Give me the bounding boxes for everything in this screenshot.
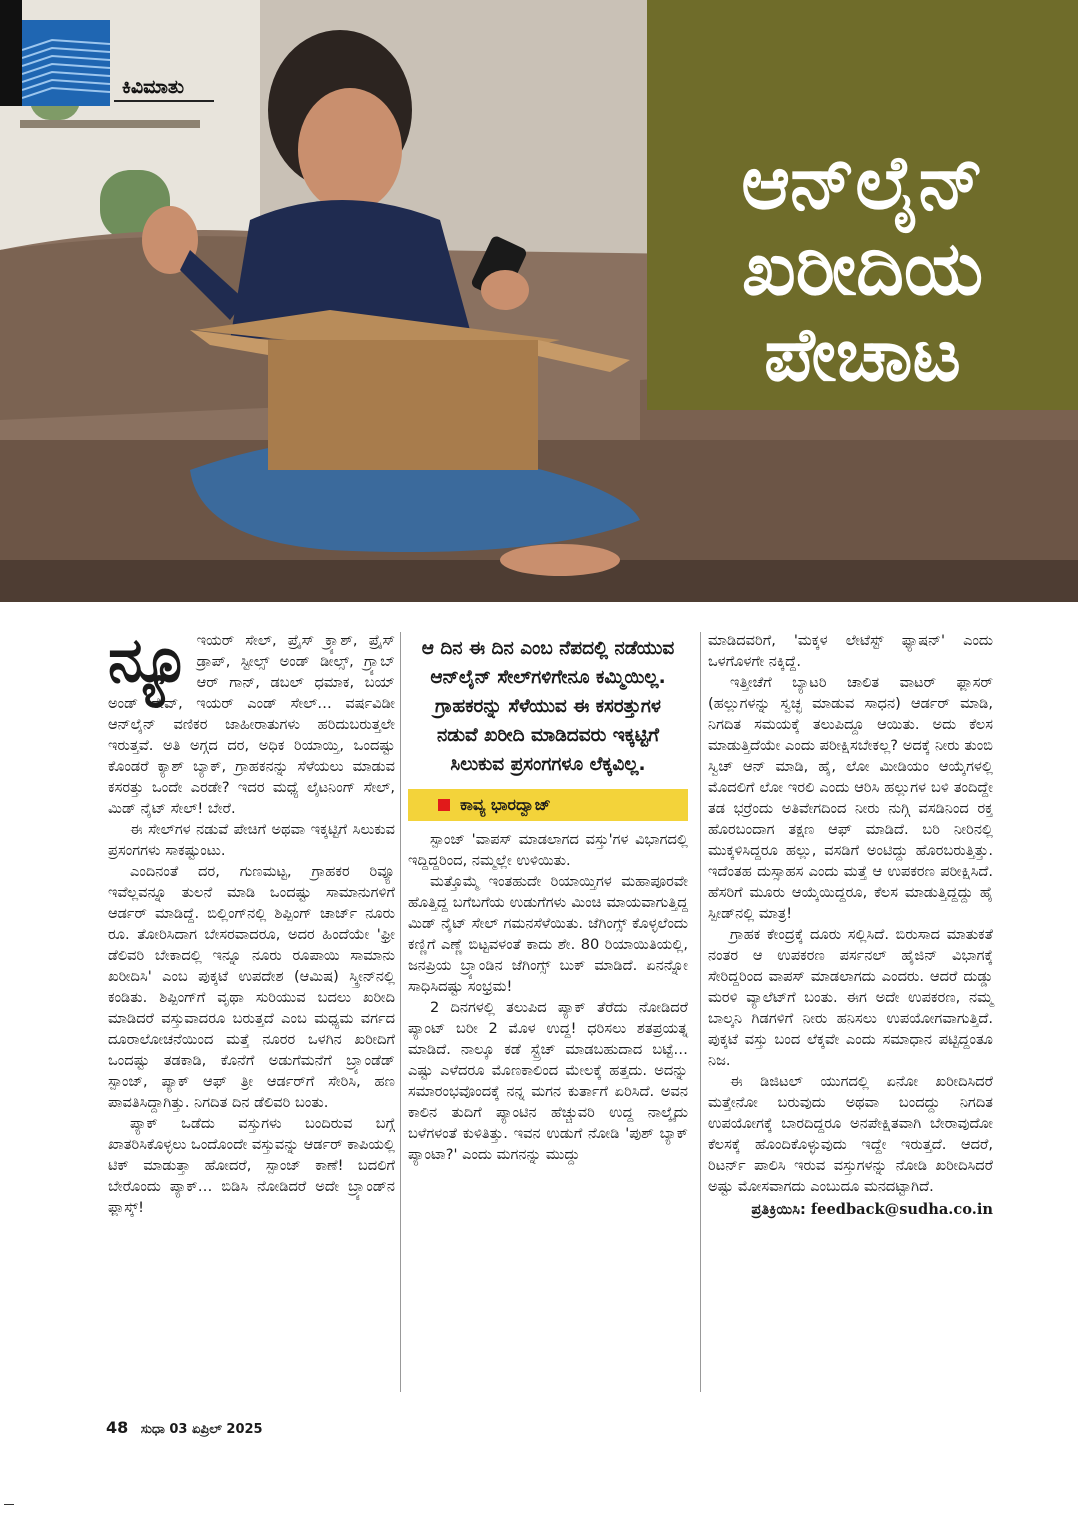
section-rule: [114, 100, 214, 102]
byline-marker-icon: [438, 799, 450, 811]
section-logo: [22, 20, 110, 106]
logo-black-bar: [0, 0, 22, 106]
drop-cap: ನ್ಯೂ: [108, 623, 191, 696]
feedback-line: [708, 1199, 993, 1220]
col3-paragraph-4: ಈ ಡಿಜಿಟಲ್ ಯುಗದಲ್ಲಿ ಏನೋ ಖರೀದಿಸಿದರೆ ಮತ್ತೇನೋ ಬರುವುದು ಅಥವಾ ಬಂದದ್ದು ನಿಗದಿತ ಉಪಯೋಗಕ್ಕೆ ಬಾರದಿದ್ದರೂ ಅನಪೇಕ್ಷಿತವಾಗಿ ಬೇರಾವುದೋ ಕೆಲಸಕ್ಕೆ ಹೊಂದಿಕೊಳ್ಳುವುದು ಇದ್ದೇ ಇರುತ್ತದೆ. ಆದರೆ, ರಿಟರ್ನ್ ಪಾಲಿಸಿ ಇರುವ ವಸ್ತುಗಳನ್ನು ನೋಡಿ ಖರೀದಿಸಿದರೆ ಅಷ್ಟು ಮೋಸವಾಗದು ಎಂಬುದೂ ಮನದಟ್ಟಾಗಿದೆ.: [708, 1073, 993, 1195]
author-name: ಕಾವ್ಯ ಭಾರದ್ವಾಜ್: [460, 795, 551, 814]
column-divider: [700, 632, 701, 1392]
issue-info: ಸುಧಾ 03 ಏಪ್ರಿಲ್ 2025: [140, 1422, 263, 1437]
column-divider: [400, 632, 401, 1392]
col1-paragraph-3: ಎಂದಿನಂತೆ ದರ, ಗುಣಮಟ್ಟ, ಗ್ರಾಹಕರ ರಿವ್ಯೂ ಇವೆಲ್ಲವನ್ನೂ ತುಲನೆ ಮಾಡಿ ಒಂದಷ್ಟು ಸಾಮಾನುಗಳಿಗೆ ಆರ್ಡರ್ ಮಾಡಿದ್ದೆ. ಬಿಲ್ಲಿಂಗ್‌ನಲ್ಲಿ ಶಿಪ್ಪಿಂಗ್ ಚಾರ್ಜ್ ನೂರು ರೂ. ತೋರಿಸಿದಾಗ ಬೇಸರವಾದರೂ, ಅದರ ಹಿಂದೆಯೇ 'ಫ್ರೀ ಡೆಲಿವರಿ ಬೇಕಾದಲ್ಲಿ ಇನ್ನೂ ನೂರು ರೂಪಾಯಿ ಸಾಮಾನು ಖರೀದಿಸಿ' ಎಂಬ ಪುಕ್ಕಟೆ ಉಪದೇಶ (ಆಮಿಷ) ಸ್ಕ್ರೀನ್‌ನಲ್ಲಿ ಕಂಡಿತು. ಶಿಪ್ಪಿಂಗ್‌ಗೆ ವೃಥಾ ಸುರಿಯುವ ಬದಲು ಖರೀದಿ ಮಾಡಿದರೆ ವಸ್ತುವಾದರೂ ಬರುತ್ತದೆ ಎಂಬ ಮಧ್ಯಮ ವರ್ಗದ ದೂರಾಲೋಚನೆಯಿಂದ ಮತ್ತೆ ನೂರರ ಒಳಗಿನ ಖರೀದಿಗೆ ಒಂದಷ್ಟು ತಡಕಾಡಿ, ಕೊನೆಗೆ ಅಡುಗೆಮನೆಗೆ ಬ್ರ್ಯಾಂಡೆಡ್ ಸ್ಪಾಂಜ್, ಪ್ಯಾಕ್ ಆಫ್ ತ್ರೀ ಆರ್ಡರ್‌ಗೆ ಸೇರಿಸಿ, ಹಣ ಪಾವತಿಸಿದ್ದಾಗಿತ್ತು. ನಿಗದಿತ ದಿನ ಡೆಲಿವರಿ ಬಂತು.: [108, 863, 395, 1111]
col2-paragraph-1: ಸ್ಪಾಂಜ್ 'ವಾಪಸ್ ಮಾಡಲಾಗದ ವಸ್ತು'ಗಳ ವಿಭಾಗದಲ್ಲಿ ಇದ್ದಿದ್ದರಿಂದ, ನಮ್ಮಲ್ಲೇ ಉಳಿಯಿತು.: [408, 831, 688, 869]
page-number: 48: [106, 1418, 129, 1437]
col3-paragraph-1: ಮಾಡಿದವರಿಗೆ, 'ಮಕ್ಕಳ ಲೇಟೆಸ್ಟ್ ಫ್ಯಾಷನ್' ಎಂದು ಒಳಗೊಳಗೇ ನಕ್ಕಿದ್ದೆ.: [708, 632, 993, 670]
page-footer: [106, 1418, 263, 1437]
col1-paragraph-1: ನ್ಯೂ ಇಯರ್ ಸೇಲ್, ಪ್ರೈಸ್ ಕ್ರ್ಯಾಶ್, ಪ್ರೈಸ್ ಡ್ರಾಪ್, ಸ್ಟೀಲ್ಸ್ ಅಂಡ್ ಡೀಲ್ಸ್, ಗ್ರ್ಯಾಬ್ ಆರ್ ಗಾನ್, ಡಬಲ್ ಧಮಾಕ, ಬಯ್ ಅಂಡ್ ಸೇವ್, ಇಯರ್ ಎಂಡ್ ಸೇಲ್… ವರ್ಷವಿಡೀ ಆನ್‌ಲೈನ್ ವಣಿಕರ ಜಾಹೀರಾತುಗಳು ಹರಿದುಬರುತ್ತಲೇ ಇರುತ್ತವೆ. ಅತಿ ಅಗ್ಗದ ದರ, ಅಧಿಕ ರಿಯಾಯ್ತಿ, ಒಂದಷ್ಟು ಕೊಂಡರೆ ಕ್ಯಾಶ್ ಬ್ಯಾಕ್, ಗ್ರಾಹಕನನ್ನು ಸೆಳೆಯಲು ಮಾಡುವ ಕಸರತ್ತು ಒಂದೇ ಎರಡೇ? ಇದರ ಮಧ್ಯೆ ಲೈಟನಿಂಗ್ ಸೇಲ್, ಮಿಡ್ ನೈಟ್ ಸೇಲ್! ಬೇರೆ.: [108, 623, 395, 817]
author-byline: [408, 789, 688, 821]
pull-quote: ಆ ದಿನ ಈ ದಿನ ಎಂಬ ನೆಪದಲ್ಲಿ ನಡೆಯುವ ಆನ್‌ಲೈನ್ ಸೇಲ್‌ಗಳಿಗೇನೂ ಕಮ್ಮಿಯಿಲ್ಲ. ಗ್ರಾಹಕರನ್ನು ಸೆಳೆಯುವ ಈ ಕಸರತ್ತುಗಳ ನಡುವೆ ಖರೀದಿ ಮಾಡಿದವರು ಇಕ್ಕಟ್ಟಿಗೆ ಸಿಲುಕುವ ಪ್ರಸಂಗಗಳೂ ಲೆಕ್ಕವಿಲ್ಲ.: [421, 638, 675, 775]
col3-paragraph-2: ಇತ್ತೀಚೆಗೆ ಬ್ಯಾಟರಿ ಚಾಲಿತ ವಾಟರ್ ಫ್ಲಾಸರ್ (ಹಲ್ಲುಗಳನ್ನು ಸ್ವಚ್ಛ ಮಾಡುವ ಸಾಧನ) ಆರ್ಡರ್ ಮಾಡಿ, ನಿಗದಿತ ಸಮಯಕ್ಕೆ ತಲುಪಿದ್ದೂ ಆಯಿತು. ಅದು ಕೆಲಸ ಮಾಡುತ್ತಿದೆಯೇ ಎಂದು ಪರೀಕ್ಷಿಸಬೇಕಲ್ಲ? ಅದಕ್ಕೆ ನೀರು ತುಂಬಿ ಸ್ವಿಚ್ ಆನ್ ಮಾಡಿ, ಹೈ, ಲೋ ಮೀಡಿಯಂ ಆಯ್ಕೆಗಳಲ್ಲಿ ಮೊದಲಿಗೆ ಲೋ ಇರಲಿ ಎಂದು ಆರಿಸಿ ಹಲ್ಲುಗಳ ಬಳಿ ತಂದಿದ್ದೇ ತಡ ಭರ್‍ರೆಂದು ಅತಿವೇಗದಿಂದ ನೀರು ನುಗ್ಗಿ ವಸಡಿನಿಂದ ರಕ್ತ ಹೊರಬಂದಾಗ ತಕ್ಷಣ ಆಫ್ ಮಾಡಿದೆ. ಬರಿ ನೀರಿನಲ್ಲಿ ಮುಕ್ಕಳಿಸಿದ್ದರೂ ಹಲ್ಲು, ವಸಡಿಗೆ ಅಂಟಿದ್ದು ಹೊರಬರುತ್ತಿತ್ತು. ಇದೆಂತಹ ದುಸ್ಸಾಹಸ ಎಂದು ಮತ್ತೆ ಆ ಉಪಕರಣ ಪರೀಕ್ಷಿಸಿದೆ. ಹೆಸರಿಗೆ ಮೂರು ಆಯ್ಕೆಯಿದ್ದರೂ, ಕೆಲಸ ಮಾಡುತ್ತಿದ್ದದ್ದು ಹೈ ಸ್ಪೀಡ್‌ನಲ್ಲಿ ಮಾತ್ರ!: [708, 674, 993, 922]
feedback-label: ಪ್ರತಿಕ್ರಿಯಿಸಿ:: [751, 1201, 806, 1218]
article-title: ಆನ್‌ಲೈನ್ ಖರೀದಿಯ ಪೇಚಾಟ: [741, 140, 984, 398]
col1-paragraph-4: ಪ್ಯಾಕ್ ಒಡೆದು ವಸ್ತುಗಳು ಬಂದಿರುವ ಬಗ್ಗೆ ಖಾತರಿಸಿಕೊಳ್ಳಲು ಒಂದೊಂದೇ ವಸ್ತುವನ್ನು ಆರ್ಡರ್ ಕಾಪಿಯಲ್ಲಿ ಟಿಕ್ ಮಾಡುತ್ತಾ ಹೋದರೆ, ಸ್ಪಾಂಜ್ ಕಾಣೆ! ಬದಲಿಗೆ ಬೇರೊಂದು ಪ್ಯಾಕ್… ಬಿಡಿಸಿ ನೋಡಿದರೆ ಅದೇ ಬ್ರ್ಯಾಂಡ್‌ನ ಫ್ಲಾಸ್ಕ್!: [108, 1115, 395, 1216]
col2-paragraph-2: ಮತ್ತೊಮ್ಮೆ ಇಂತಹುದೇ ರಿಯಾಯ್ತಿಗಳ ಮಹಾಪೂರವೇ ಹೊತ್ತಿದ್ದ ಬಗೆಬಗೆಯ ಉಡುಗೆಗಳು ಮಿಂಚಿ ಮಾಯವಾಗುತ್ತಿದ್ದ ಮಿಡ್ ನೈಟ್ ಸೇಲ್ ಗಮನಸೆಳೆಯಿತು. ಜೆಗಿಂಗ್ಸ್ ಕೊಳ್ಳಲೆಂದು ಕಣ್ಣಿಗೆ ಎಣ್ಣೆ ಬಿಟ್ಟವಳಂತೆ ಕಾದು ಶೇ. 80 ರಿಯಾಯಿತಿಯಲ್ಲಿ, ಜನಪ್ರಿಯ ಬ್ರ್ಯಾಂಡಿನ ಜೆಗಿಂಗ್ಸ್ ಬುಕ್ ಮಾಡಿದೆ. ಏನನ್ನೋ ಸಾಧಿಸಿದಷ್ಟು ಸಂಭ್ರಮ!: [408, 873, 688, 995]
column-3: [708, 630, 993, 1220]
crop-mark: [4, 1504, 14, 1505]
col2-paragraph-3: 2 ದಿನಗಳಲ್ಲಿ ತಲುಪಿದ ಪ್ಯಾಕ್ ತೆರೆದು ನೋಡಿದರೆ ಪ್ಯಾಂಟ್ ಬರೀ 2 ಮೊಳ ಉದ್ದ! ಧರಿಸಲು ಶತಪ್ರಯತ್ನ ಮಾಡಿದೆ. ನಾಲ್ಕೂ ಕಡೆ ಸ್ಟ್ರೆಚ್ ಮಾಡಬಹುದಾದ ಬಟ್ಟೆ… ಎಷ್ಟು ಎಳೆದರೂ ಮೊಣಕಾಲಿಂದ ಮೇಲಕ್ಕೆ ಹತ್ತದು. ಅದನ್ನು ಸಮಾರಂಭವೊಂದಕ್ಕೆ ನನ್ನ ಮಗನ ಕುರ್ತಾಗೆ ಏರಿಸಿದೆ. ಅವನ ಕಾಲಿನ ತುದಿಗೆ ಪ್ಯಾಂಟಿನ ಹೆಚ್ಚುವರಿ ಉದ್ದ ನಾಲ್ಕೈದು ಬಳೆಗಳಂತೆ ಕುಳಿತಿತ್ತು. ಇವನ ಉಡುಗೆ ನೋಡಿ 'ಪುಶ್ ಬ್ಯಾಕ್ ಪ್ಯಾಂಟಾ?' ಎಂದು ಮಗನನ್ನು ಮುದ್ದು: [408, 999, 688, 1163]
feedback-email-link[interactable]: feedback@sudha.co.in: [810, 1201, 993, 1218]
col1-paragraph-2: ಈ ಸೇಲ್‌ಗಳ ನಡುವೆ ಪೇಚಿಗೆ ಅಥವಾ ಇಕ್ಕಟ್ಟಿಗೆ ಸಿಲುಕುವ ಪ್ರಸಂಗಗಳು ಸಾಕಷ್ಟುಂಟು.: [108, 821, 395, 859]
section-tag: ಕಿವಿಮಾತು: [122, 76, 185, 98]
title-box: [647, 0, 1078, 410]
column-2: [408, 630, 688, 1165]
column-1: [108, 623, 395, 1218]
col3-paragraph-3: ಗ್ರಾಹಕ ಕೇಂದ್ರಕ್ಕೆ ದೂರು ಸಲ್ಲಿಸಿದೆ. ಬಿರುಸಾದ ಮಾತುಕತೆ ನಂತರ ಆ ಉಪಕರಣ ಪರ್ಸನಲ್ ಹೈಜಿನ್ ವಿಭಾಗಕ್ಕೆ ಸೇರಿದ್ದರಿಂದ ವಾಪಸ್ ಮಾಡಲಾಗದು ಎಂದರು. ಆದರೆ ದುಡ್ಡು ಮರಳಿ ವ್ಯಾಲೆಟ್‌ಗೆ ಬಂತು. ಈಗ ಅದೇ ಉಪಕರಣ, ನಮ್ಮ ಬಾಲ್ಕನಿ ಗಿಡಗಳಿಗೆ ನೀರು ಹನಿಸಲು ಉಪಯೋಗವಾಗುತ್ತಿದೆ. ಪುಕ್ಕಟೆ ವಸ್ತು ಬಂದ ಲೆಕ್ಕವೇ ಎಂದು ಸಮಾಧಾನ ಪಟ್ಟಿದ್ದಂತೂ ನಿಜ.: [708, 926, 993, 1069]
